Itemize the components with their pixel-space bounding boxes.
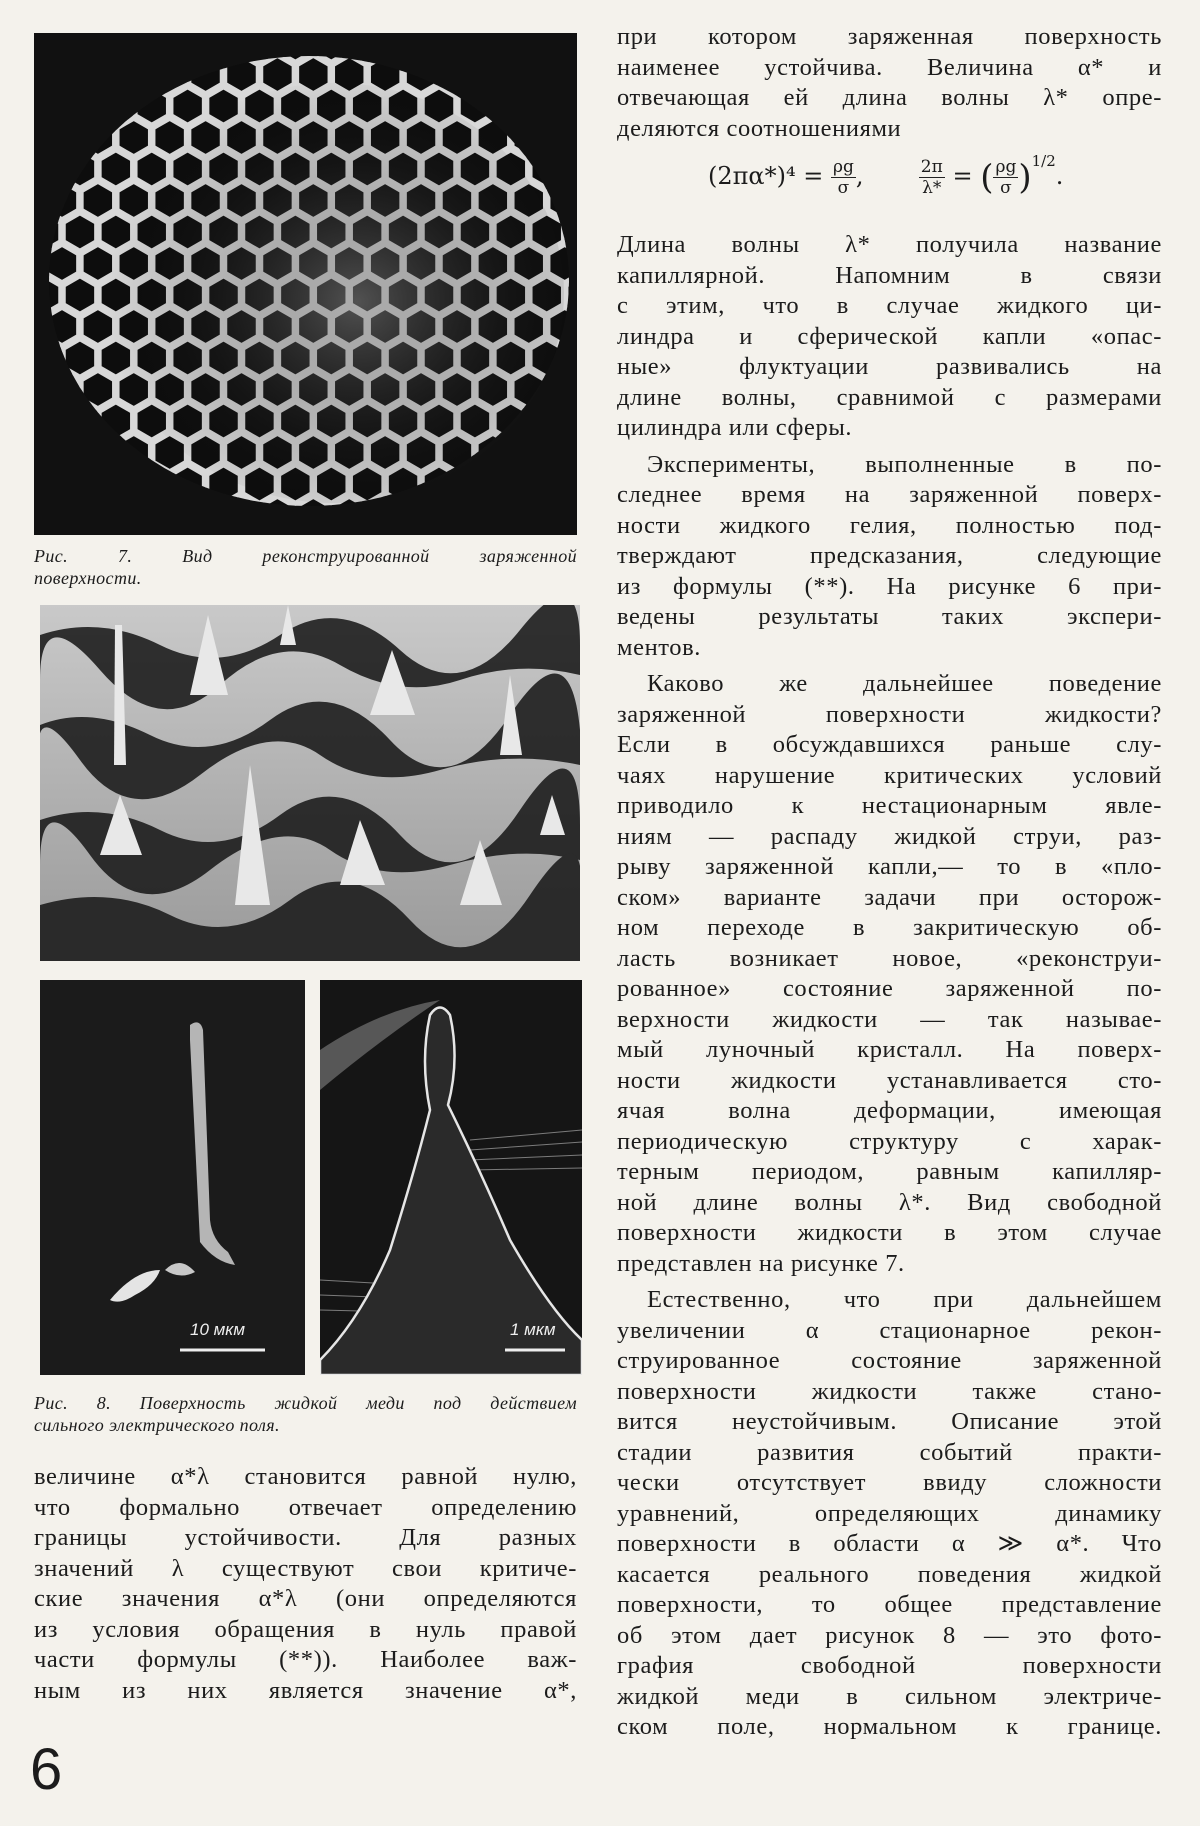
text-line: стадии развития событий практи- — [617, 1438, 1162, 1466]
text-line: чаях нарушение критических условий — [617, 761, 1162, 789]
text-line: Каково же дальнейшее поведение — [647, 670, 1162, 697]
text-line: капиллярной. Напомним в связи — [617, 261, 1162, 289]
figure-7-caption-line: Рис. 7. Вид реконструированной заряженной — [34, 546, 577, 566]
text-line: при котором заряженная поверхность — [617, 23, 1162, 50]
text-line: поверхности в области α ≫ α*. Что — [617, 1530, 1162, 1557]
text-line: увеличении α стационарное рекон- — [617, 1316, 1162, 1344]
text-line: ной длине волны λ*. Вид свободной — [617, 1188, 1162, 1216]
text-line: что формально отвечает определению — [34, 1493, 577, 1521]
text-line: величине α*λ становится равной нулю, — [34, 1463, 577, 1490]
page-number: 6 — [30, 1737, 63, 1802]
text-line: представлен на рисунке 7. — [617, 1249, 905, 1277]
scale-bar-label: 1 мкм — [510, 1320, 556, 1339]
formula-fraction — [993, 157, 1018, 198]
text-line: Если в обсуждавшихся раньше слу- — [617, 731, 1162, 758]
text-line: отвечающая ей длина волны λ* опре- — [617, 84, 1162, 111]
formula-separator: , — [855, 162, 864, 190]
text-line: ности жидкости устанавливается сто- — [617, 1066, 1162, 1094]
text-line: вится неустойчивым. Описание этой — [617, 1408, 1162, 1435]
text-line: ском» варианте задачи при осторож- — [617, 883, 1162, 911]
figure-8-caption-line: Рис. 8. Поверхность жидкой меди под действием — [34, 1393, 577, 1413]
paragraph-crystal — [617, 669, 1162, 1279]
text-line: следнее время на заряженной поверх- — [617, 481, 1162, 508]
right-column-text — [617, 22, 1162, 144]
text-line: наименее устойчива. Величина α* и — [617, 53, 1162, 81]
text-line: тверждают предсказания, следующие — [617, 542, 1162, 569]
paragraph-unstable — [617, 1285, 1162, 1743]
text-line: ячая волна деформации, имеющая — [617, 1097, 1162, 1124]
text-line: длине волны, сравнимой с размерами — [617, 383, 1162, 411]
text-line: периодическую структуру с харак- — [617, 1127, 1162, 1155]
fraction-numerator: ρg — [995, 157, 1017, 177]
fraction-numerator: ρg — [832, 157, 854, 177]
figure-8-relief-photo — [40, 605, 580, 961]
figure-8-left-photo — [40, 980, 305, 1375]
text-line: ласть возникает новое, «реконструи- — [617, 944, 1162, 972]
figure-7-photo — [34, 33, 577, 535]
fraction-numerator: 2π — [920, 157, 943, 177]
figure-8-caption-line: сильного электрического поля. — [34, 1415, 280, 1435]
text-line: струированное состояние заряженной — [617, 1347, 1162, 1374]
text-line: Эксперименты, выполненные в по- — [647, 450, 1162, 478]
text-line: приводило к нестационарным явле- — [617, 792, 1162, 819]
text-line: границы устойчивости. Для разных — [34, 1524, 577, 1551]
text-line: значений λ существуют свои критиче- — [34, 1554, 577, 1582]
text-line: из формулы (**). На рисунке 6 при- — [617, 572, 1162, 600]
text-line: ниям — распаду жидкой струи, раз- — [617, 822, 1162, 850]
right-column-body — [617, 230, 1162, 1743]
text-line: с этим, что в случае жидкого ци- — [617, 292, 1162, 319]
text-line: рыву заряженной капли,— то в «пло- — [617, 853, 1162, 880]
figure-7-caption-line: поверхности. — [34, 568, 142, 588]
paragraph-experiments — [617, 450, 1162, 664]
hexagon-cell — [171, 87, 204, 125]
figure-8-right-photo — [320, 980, 582, 1375]
hexagon-cell — [64, 276, 97, 314]
copper-needle-image — [40, 980, 305, 1375]
formula-end: . — [1055, 162, 1064, 190]
text-line: верхности жидкости — так называе- — [617, 1005, 1162, 1033]
text-line: части формулы (**)). Наиболее важ- — [34, 1646, 577, 1673]
text-line: поверхности, то общее представление — [617, 1591, 1162, 1618]
figure-8-caption — [34, 1392, 577, 1436]
copper-tip-image — [320, 980, 582, 1375]
text-line: ные» флуктуации развивались на — [617, 353, 1162, 380]
text-line: ным из них является значение α*, — [34, 1676, 577, 1704]
fraction-denominator: σ — [837, 178, 850, 198]
text-line: поверхности жидкости также стано- — [617, 1377, 1162, 1405]
formula-part: (2πα*)⁴ = — [708, 162, 824, 190]
text-line: поверхности жидкости в этом случае — [617, 1219, 1162, 1246]
hexagon-cell — [64, 213, 97, 251]
fraction-denominator: λ* — [922, 178, 942, 198]
hexagon-lattice-image — [34, 33, 577, 535]
formula-fraction — [919, 157, 945, 198]
text-line: Естественно, что при дальнейшем — [647, 1286, 1162, 1313]
hexagon-cell — [99, 150, 132, 188]
text-line: линдра и сферической капли «опас- — [617, 322, 1162, 350]
text-line: Длина волны λ* получила название — [617, 231, 1162, 258]
text-line: жидкой меди в сильном электриче- — [617, 1682, 1162, 1710]
text-line: рованное» состояние заряженной по- — [617, 975, 1162, 1002]
text-line: ском поле, нормальном к границе. — [617, 1713, 1162, 1740]
intro-paragraph — [617, 22, 1162, 144]
text-line: цилиндра или сферы. — [617, 414, 853, 441]
text-line: ведены результаты таких экспери- — [617, 603, 1162, 630]
text-line: чески отсутствует ввиду сложности — [617, 1469, 1162, 1496]
text-line: деляются соотношениями — [617, 114, 902, 142]
figure-7-caption — [34, 545, 577, 589]
text-line: ментов. — [617, 633, 702, 661]
scale-bar-label: 10 мкм — [190, 1320, 245, 1339]
text-line: ном переходе в закритическую об- — [617, 914, 1162, 941]
text-line: уравнений, определяющих динамику — [617, 1499, 1162, 1527]
text-line: ские значения α*λ (они определяются — [34, 1585, 577, 1612]
paragraph-capillary — [617, 230, 1162, 444]
formula-equals: = — [952, 162, 973, 190]
paragraph — [34, 1462, 577, 1706]
text-line: заряженной поверхности жидкости? — [617, 700, 1162, 728]
formula-fraction — [831, 157, 856, 198]
text-line: из условия обращения в нуль правой — [34, 1615, 577, 1643]
text-line: об этом дает рисунок 8 — это фото- — [617, 1621, 1162, 1649]
text-line: ности жидкого гелия, полностью под- — [617, 511, 1162, 539]
text-line: касается реального поведения жидкой — [617, 1560, 1162, 1588]
formula-exponent: 1/2 — [1031, 152, 1056, 170]
hexagon-cell — [81, 182, 114, 220]
left-column-text — [34, 1462, 577, 1706]
copper-surface-image — [40, 605, 580, 961]
text-line: графия свободной поверхности — [617, 1652, 1162, 1679]
fraction-denominator: σ — [1000, 178, 1012, 198]
text-line: терным периодом, равным капилляр- — [617, 1158, 1162, 1185]
formula: (2πα*)⁴ = $\frac{\rho g}{\sigma}$ , $\frac{2\pi}{\lambda*}$ = ( $\frac{\rho g}{\sigma}$ )$^{1/2}$. — [708, 152, 1064, 198]
text-line: мый луночный кристалл. На поверх- — [617, 1036, 1162, 1063]
